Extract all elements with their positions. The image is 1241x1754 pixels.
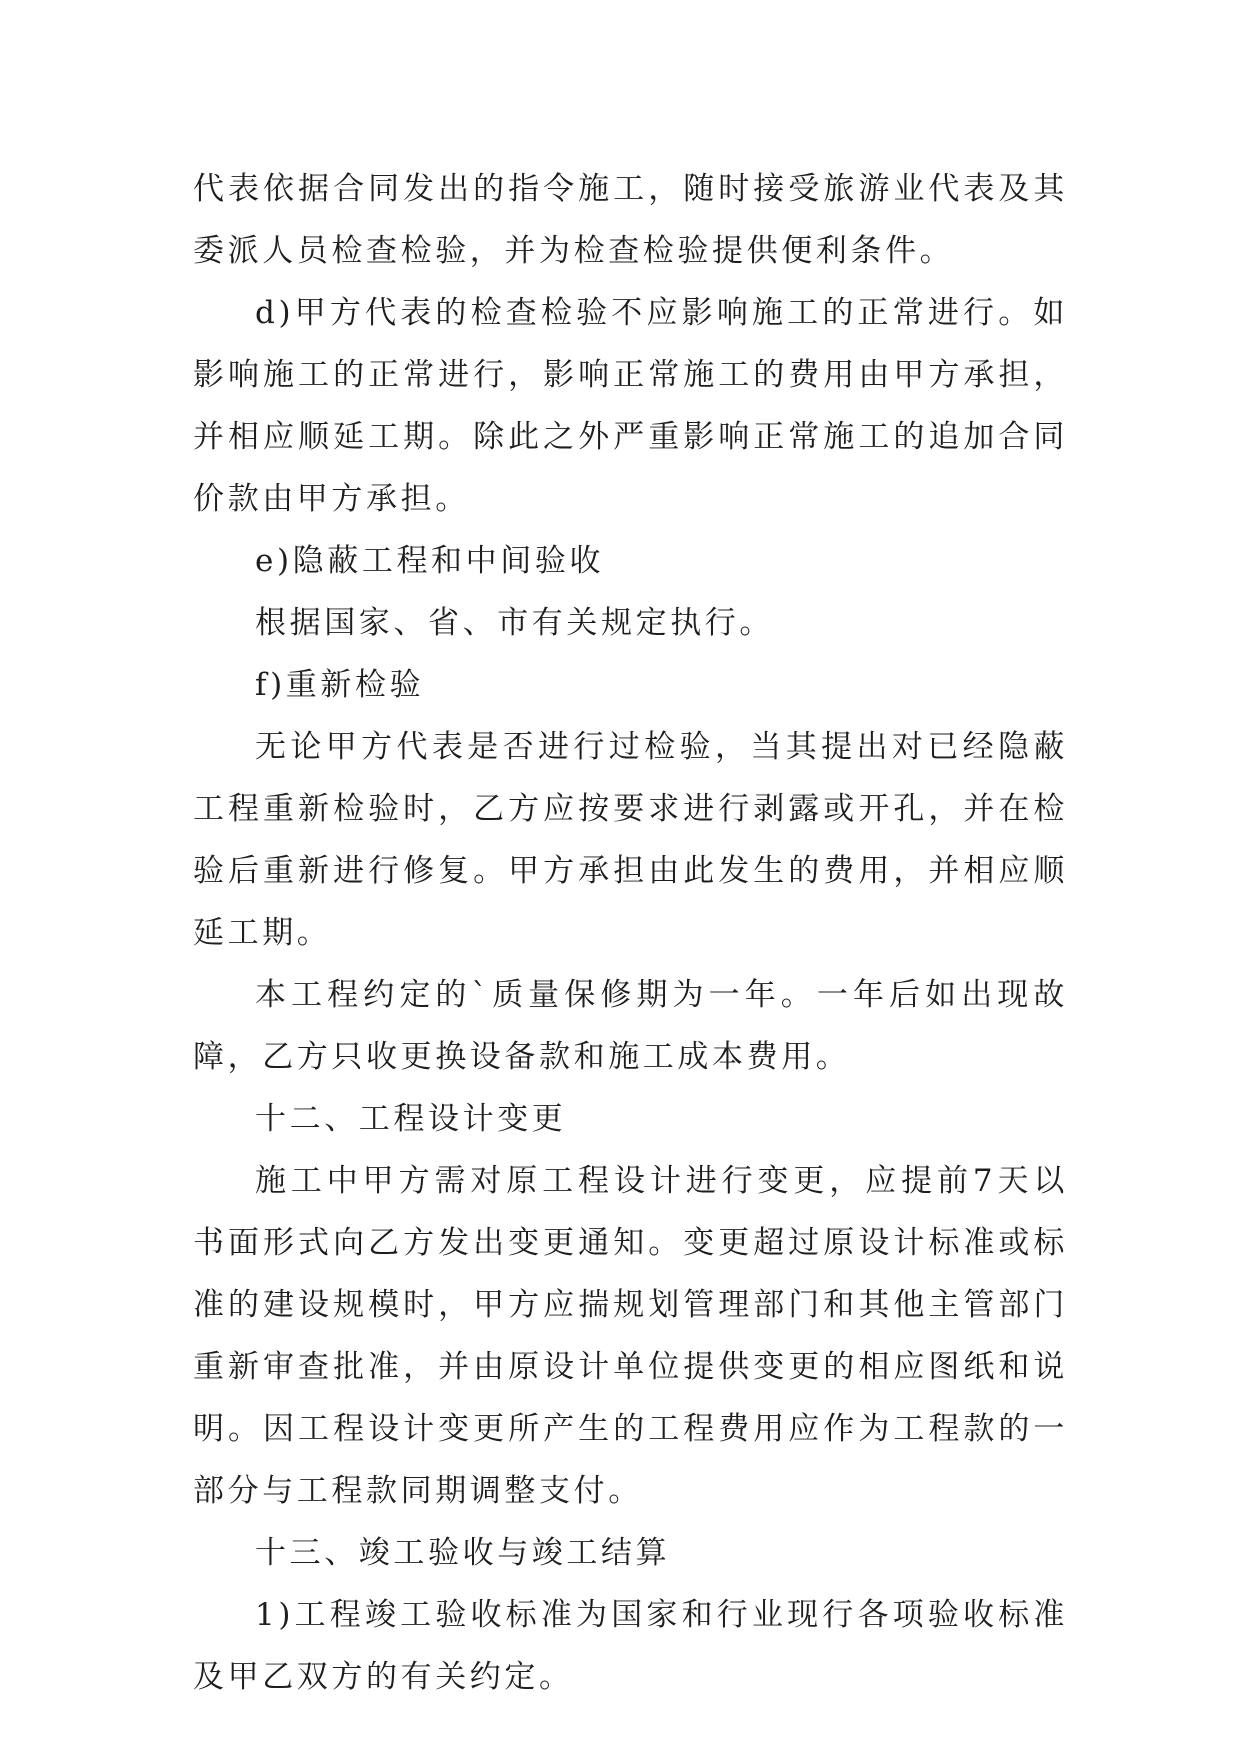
section-heading-13: 十三、竣工验收与竣工结算 [255, 1535, 671, 1571]
paragraph-clause-f-heading: f)重新检验 [255, 667, 425, 703]
paragraph-acceptance-standard: 1)工程竣工验收标准为国家和行业现行各项验收标准及甲乙双方的有关约定。 [193, 1597, 1068, 1695]
paragraph-clause-e-body: 根据国家、省、市有关规定执行。 [255, 605, 774, 641]
section-heading-12: 十二、工程设计变更 [255, 1101, 567, 1137]
paragraph-clause-e-heading: e)隐蔽工程和中间验收 [255, 543, 605, 579]
paragraph-continuation: 代表依据合同发出的指令施工，随时接受旅游业代表及其委派人员检查检验，并为检查检验提供便利条件。 [193, 171, 1068, 269]
paragraph-design-change: 施工中甲方需对原工程设计进行变更，应提前7天以书面形式向乙方发出变更通知。变更超过原设计标准或标准的建设规模时，甲方应揣规划管理部门和其他主管部门重新审查批准，并由原设计单位提供变更的相应图纸和说明。因工程设计变更所产生的工程费用应作为工程款的一部分与工程款同期调整支付。 [193, 1163, 1068, 1509]
paragraph-clause-f-body: 无论甲方代表是否进行过检验，当其提出对已经隐蔽工程重新检验时，乙方应按要求进行剥露或开孔，并在检验后重新进行修复。甲方承担由此发生的费用，并相应顺延工期。 [193, 729, 1068, 951]
paragraph-clause-d: d)甲方代表的检查检验不应影响施工的正常进行。如影响施工的正常进行，影响正常施工的费用由甲方承担，并相应顺延工期。除此之外严重影响正常施工的追加合同价款由甲方承担。 [193, 295, 1068, 517]
document-body [193, 158, 1068, 1708]
paragraph-warranty: 本工程约定的`质量保修期为一年。一年后如出现故障，乙方只收更换设备款和施工成本费用。 [193, 977, 1068, 1075]
